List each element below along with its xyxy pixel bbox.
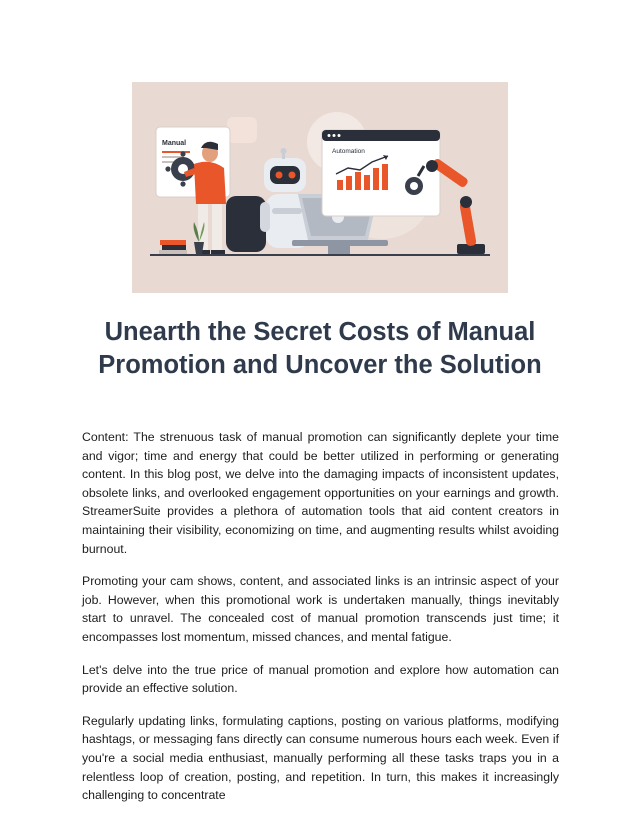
paragraph: Promoting your cam shows, content, and associated links is an intrinsic aspect of your job. However, when this promotional work is undertaken manually, things inevitably start to unravel. The concealed cost of manual promotion transcends just time; it encompasses lost momentum, missed chances, and mental fatigue. [82,574,559,644]
paragraph: Let's delve into the true price of manual promotion and explore how automation can provide an effective solution. [82,662,559,696]
page-title-line-1: Unearth the Secret Costs of Manual [104,318,536,346]
automation-label: Automation [332,148,365,155]
paragraph: Regularly updating links, formulating captions, posting on various platforms, modifying hashtags, or messaging fans directly can consume numerous hours each week. Even if you're a social media enthusiast, manually performing all these tasks traps you in a relentless loop of creation, posting, and repetition. In turn, this makes it increasingly challenging to concentrate [82,713,559,803]
manual-label: Manual [162,140,187,147]
page-title-line-2: Promotion and Uncover the Solution [98,351,542,379]
automation-panel [322,130,440,216]
article-body [82,428,559,819]
paragraph: Content: The strenuous task of manual promotion can significantly deplete your time and vigor; time and energy that could be better utilized in performing or generating content. In this blog post, we delve into the damaging impacts of inconsistent updates, obsolete links, and overlooked engagement opportunities on your earnings and growth. StreamerSuite provides a plethora of automation tools that aid content creators in maintaining their visibility, economizing on time, and augmenting results whilst avoiding burnout. [82,430,559,556]
page-title [40,316,600,382]
books-and-plant [159,222,204,254]
hero-illustration [132,82,508,293]
manual-vs-automation-illustration-icon [132,82,508,293]
